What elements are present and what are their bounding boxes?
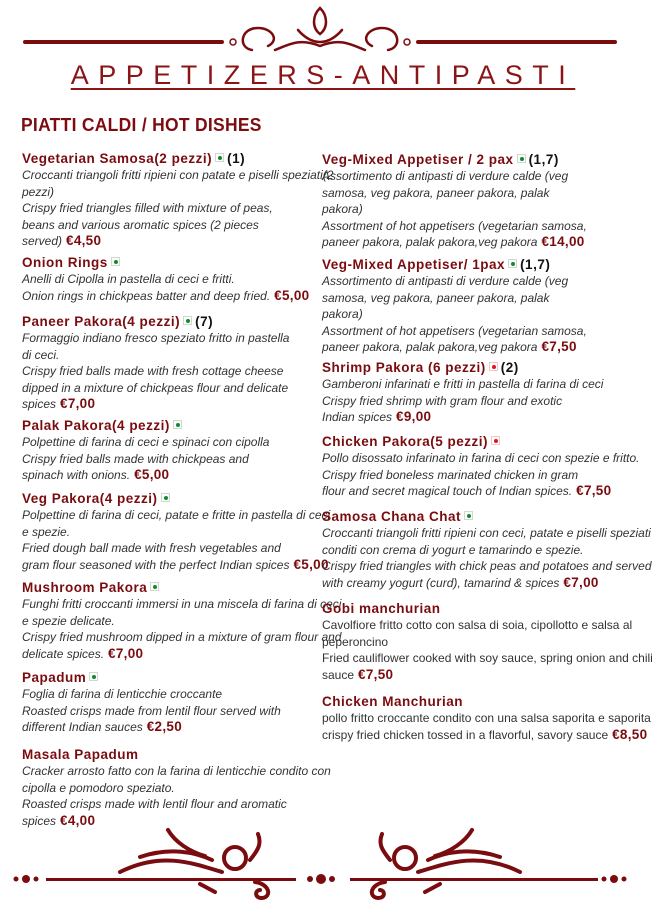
item-title: Chicken Manchurian (322, 694, 464, 709)
veg-marker-icon (111, 257, 120, 266)
item-title: Shrimp Pakora (6 pezzi) (322, 360, 486, 375)
item-description (22, 167, 334, 250)
description-line: pezzi) (22, 184, 55, 199)
description-line: delicate spices. €7,00 (22, 645, 144, 661)
item-title: Paneer Pakora(4 pezzi) (22, 314, 181, 329)
description-line: Indian spices €9,00 (322, 409, 432, 424)
item-description (22, 434, 322, 484)
description-line: gram flour seasoned with the perfect Indian spices €5,00 (22, 556, 329, 572)
item-price: €2,50 (146, 719, 183, 734)
description-line: conditi con crema di yogurt e tamarindo e spezie. (322, 542, 584, 557)
item-title: Mushroom Pakora (22, 580, 148, 595)
item-title: Veg Pakora(4 pezzi) (22, 491, 158, 506)
description-line: Crispy fried balls made with chickpeas and (22, 451, 249, 466)
section-heading: PIATTI CALDI / HOT DISHES (21, 115, 262, 135)
menu-item (322, 433, 640, 500)
menu-item (322, 151, 622, 251)
description-line: served) €4,50 (22, 233, 102, 248)
item-title: Veg-Mixed Appetiser / 2 pax (322, 152, 514, 167)
description-line: Crispy fried triangles with chick peas and potatoes and served (322, 559, 652, 573)
description-line: Cavolfiore fritto cotto con salsa di soia, cipollotto e salsa al (322, 618, 633, 632)
item-price: €5,00 (293, 556, 329, 572)
allergen-codes: (1) (227, 151, 246, 166)
veg-marker-icon (508, 259, 517, 268)
item-price: €4,00 (60, 812, 96, 828)
item-title: Samosa Chana Chat (322, 509, 462, 524)
description-line: flour and secret magical touch of Indian spices. €7,50 (322, 483, 612, 498)
item-name (22, 417, 322, 434)
item-name (322, 693, 622, 710)
description-line: beans and various aromatic spices (2 pieces (22, 217, 259, 232)
item-description (322, 525, 652, 591)
description-line: Funghi fritti croccanti immersi in una miscela di farina di ceci (22, 597, 342, 611)
description-line: di ceci. (22, 347, 60, 362)
description-line: Croccanti triangoli fritti ripieni con ceci, patate e piselli speziati (322, 526, 651, 540)
veg-marker-icon (183, 316, 192, 325)
item-title: Vegetarian Samosa(2 pezzi) (22, 151, 213, 166)
page-title: APPETIZERS-ANTIPASTI (70, 60, 576, 90)
item-price: €14,00 (541, 234, 585, 249)
item-description (322, 168, 622, 251)
description-line: Croccanti triangoli fritti ripieni con patate e piselli speziati(2 (22, 168, 334, 182)
item-name (322, 600, 622, 617)
menu-item (322, 693, 651, 743)
item-name (22, 313, 322, 330)
menu-item (322, 508, 652, 591)
description-line: Anelli di Cipolla in pastella di ceci e fritti. (22, 272, 235, 286)
menu-item (22, 669, 322, 736)
item-name (322, 256, 622, 273)
veg-marker-icon (150, 582, 159, 591)
description-line: pakora) (322, 307, 363, 321)
description-line: samosa, veg pakora, paneer pakora, palak (322, 290, 550, 305)
item-name (22, 669, 322, 686)
allergen-codes: (7) (195, 314, 214, 329)
description-line: Fried cauliflower cooked with soy sauce, spring onion and chili (322, 651, 653, 665)
description-line: dipped in a mixture of chickpeas flour and delicate (22, 380, 289, 395)
header-ornament (0, 0, 640, 58)
description-line: paneer pakora, palak pakora,veg pakora €14,00 (322, 234, 585, 249)
item-name (22, 254, 322, 271)
description-line: Assortment of hot appetisers (vegetarian samosa, (322, 323, 587, 338)
description-line: peperoncino (322, 634, 389, 649)
description-line: Crispy fried boneless marinated chicken in gram (322, 467, 579, 482)
item-title: Veg-Mixed Appetiser/ 1pax (322, 257, 506, 272)
item-description (322, 273, 622, 356)
menu-item (322, 359, 622, 426)
item-title: Palak Pakora(4 pezzi) (22, 418, 170, 433)
item-price: €7,50 (541, 339, 577, 354)
item-title: Papadum (22, 670, 87, 685)
description-line: pollo fritto croccante condito con una salsa saporita e saporita (322, 711, 651, 725)
description-line: e spezie. (22, 524, 71, 539)
item-description (322, 376, 622, 426)
description-line: Crispy fried triangles filled with mixture of peas, (22, 201, 273, 215)
item-name (22, 150, 322, 167)
description-line: Assortimento di antipasti di verdure calde (veg (322, 169, 569, 183)
menu-item (22, 150, 334, 250)
menu-item (322, 256, 622, 356)
item-description (322, 710, 651, 743)
description-line: e spezie delicate. (22, 613, 115, 628)
item-price: €5,00 (274, 287, 310, 303)
allergen-codes: (1,7) (528, 152, 559, 167)
description-line: Crispy fried balls made with fresh cottage cheese (22, 364, 284, 378)
item-name (22, 490, 322, 507)
item-name (322, 151, 622, 168)
menu-item (22, 579, 342, 662)
item-title: Masala Papadum (22, 747, 139, 762)
description-line: Roasted crisps made from lentil flour served with (22, 703, 281, 718)
non-veg-marker-icon (489, 362, 498, 371)
item-price: €7,50 (576, 483, 612, 498)
description-line: Polpettine di farina di ceci e spinaci con cipolla (22, 435, 270, 449)
item-description (22, 596, 342, 662)
description-line: Crispy fried mushroom dipped in a mixture of gram flour and (22, 630, 342, 644)
item-name (322, 508, 622, 525)
item-title: Gobi manchurian (322, 601, 441, 616)
description-line: Polpettine di farina di ceci, patate e fritte in pastella di ceci (22, 508, 331, 522)
item-description (322, 450, 640, 500)
menu-item (22, 417, 322, 484)
description-line: Formaggio indiano fresco speziato fritto in pastella (22, 331, 290, 345)
item-price: €7,50 (358, 666, 394, 682)
description-line: Foglia di farina di lenticchie croccante (22, 687, 223, 701)
item-title: Chicken Pakora(5 pezzi) (322, 434, 489, 449)
item-description (322, 617, 653, 683)
item-name (322, 433, 622, 450)
item-name (22, 746, 322, 763)
description-line: crispy fried chicken tossed in a flavorful, savory sauce €8,50 (322, 726, 648, 742)
description-line: different Indian sauces €2,50 (22, 719, 183, 734)
veg-marker-icon (517, 154, 526, 163)
item-description (22, 686, 322, 736)
description-line: Pollo disossato infarinato in farina di ceci con spezie e fritto. (322, 451, 640, 465)
description-line: with creamy yogurt (curd), tamarind & spices €7,00 (322, 574, 599, 590)
menu-item (22, 746, 331, 829)
description-line: spices €4,00 (22, 812, 96, 828)
item-title: Onion Rings (22, 255, 108, 270)
description-line: Roasted crisps made with lentil flour and aromatic (22, 797, 287, 811)
item-price: €7,00 (563, 574, 599, 590)
menu-item (22, 313, 322, 413)
item-price: €7,00 (60, 396, 96, 411)
allergen-codes: (2) (500, 360, 519, 375)
description-line: spices €7,00 (22, 396, 96, 411)
description-line: Cracker arrosto fatto con la farina di lenticchie condito con (22, 764, 331, 778)
item-description (22, 507, 331, 573)
description-line: sauce €7,50 (322, 666, 394, 682)
item-description (22, 271, 322, 304)
description-line: Assortment of hot appetisers (vegetarian samosa, (322, 218, 587, 233)
item-price: €8,50 (612, 726, 648, 742)
description-line: Crispy fried shrimp with gram flour and exotic (322, 393, 563, 408)
veg-marker-icon (89, 672, 98, 681)
item-price: €5,00 (134, 467, 170, 482)
veg-marker-icon (215, 153, 224, 162)
description-line: samosa, veg pakora, paneer pakora, palak (322, 185, 550, 200)
description-line: spinach with onions. €5,00 (22, 467, 170, 482)
description-line: pakora) (322, 202, 363, 216)
item-name (22, 579, 322, 596)
item-description (22, 330, 322, 413)
allergen-codes: (1,7) (520, 257, 551, 272)
veg-marker-icon (464, 511, 473, 520)
description-line: Fried dough ball made with fresh vegetables and (22, 541, 281, 555)
description-line: Gamberoni infarinati e fritti in pastella di farina di ceci (322, 377, 604, 391)
item-price: €9,00 (396, 409, 432, 424)
footer-ornament (0, 822, 640, 902)
menu-item (22, 490, 331, 573)
veg-marker-icon (161, 493, 170, 502)
item-name (322, 359, 622, 376)
description-line: cipolla e pomodoro speziato. (22, 780, 175, 795)
menu-item (322, 600, 653, 683)
description-line: Assortimento di antipasti di verdure calde (veg (322, 274, 569, 288)
item-description (22, 763, 331, 829)
non-veg-marker-icon (491, 436, 500, 445)
menu-item (22, 254, 322, 304)
item-price: €4,50 (66, 233, 102, 248)
veg-marker-icon (173, 420, 182, 429)
description-line: Onion rings in chickpeas batter and deep fried. €5,00 (22, 287, 310, 303)
description-line: paneer pakora, palak pakora,veg pakora €7,50 (322, 339, 577, 354)
item-price: €7,00 (108, 645, 144, 661)
